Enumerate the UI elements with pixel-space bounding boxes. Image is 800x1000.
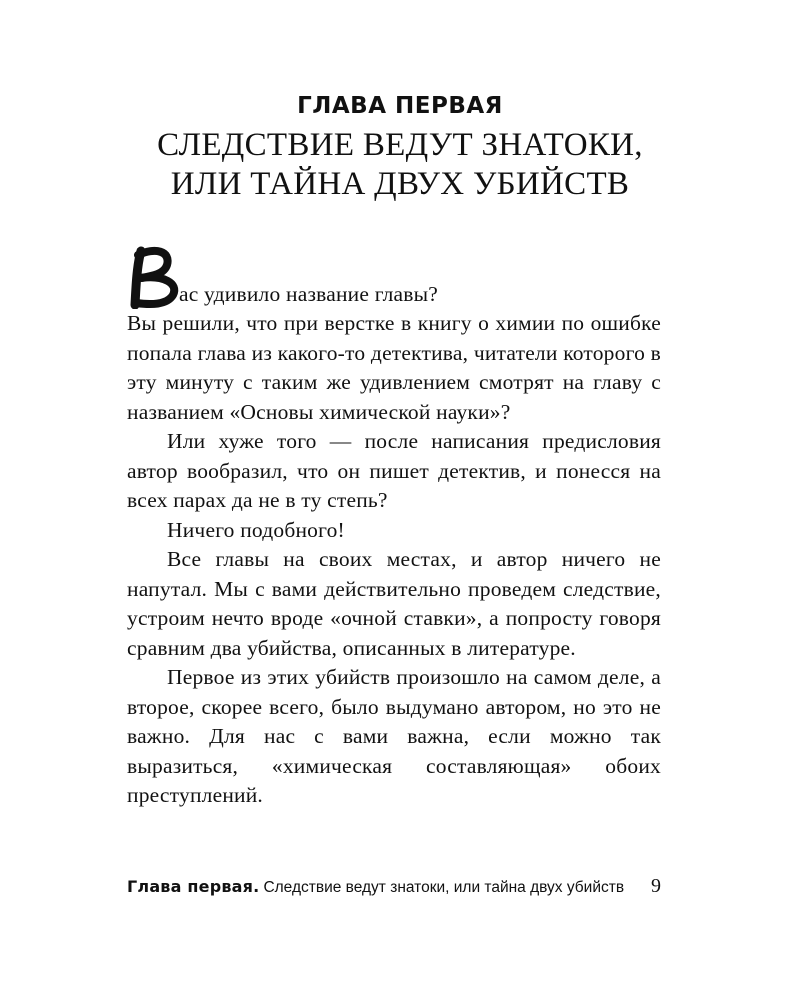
footer-chapter-label: Глава первая.	[127, 877, 260, 896]
drop-cap-letter-glyph	[127, 245, 187, 309]
chapter-title-line-2: ИЛИ ТАЙНА ДВУХ УБИЙСТВ	[170, 166, 630, 202]
paragraph-5: Первое из этих убийств произошло на самом деле, а второе, скорее всего, было выдумано автором, но это не важно. Для нас с вами важна, если можно так выразиться, «химическая составляющая» обоих преступлений.	[127, 665, 661, 807]
page-number: 9	[651, 875, 661, 897]
body-text	[127, 245, 661, 811]
footer-chapter-title: Следствие ведут знатоки, или тайна двух убийств	[263, 879, 625, 896]
paragraph-4: Все главы на своих местах, и автор ничего не напутал. Мы с вами действительно проведем следствие, устроим нечто вроде «очной ставки», а попросту говоря сравним два убийства, описанных в литературе.	[127, 547, 661, 660]
opening-line-text: ас удивило название главы?	[179, 282, 439, 306]
paragraph-1: Вы решили, что при верстке в книгу о химии по ошибке попала глава из какого-то детектива, читатели которого в эту минуту с таким же удивлением смотрят на главу с названием «Основы химической науки»?	[127, 311, 661, 424]
paragraph-3: Ничего подобного!	[167, 517, 345, 542]
running-footer	[127, 877, 661, 899]
chapter-title	[0, 126, 800, 204]
chapter-label: ГЛАВА ПЕРВАЯ	[297, 93, 503, 119]
paragraph-2: Или хуже того — после написания предисловия автор вообразил, что он пишет детектив, и понесся на всех парах да не в ту степь?	[127, 429, 661, 512]
opening-line	[127, 245, 661, 309]
chapter-title-line-1: СЛЕДСТВИЕ ВЕДУТ ЗНАТОКИ,	[157, 127, 643, 163]
